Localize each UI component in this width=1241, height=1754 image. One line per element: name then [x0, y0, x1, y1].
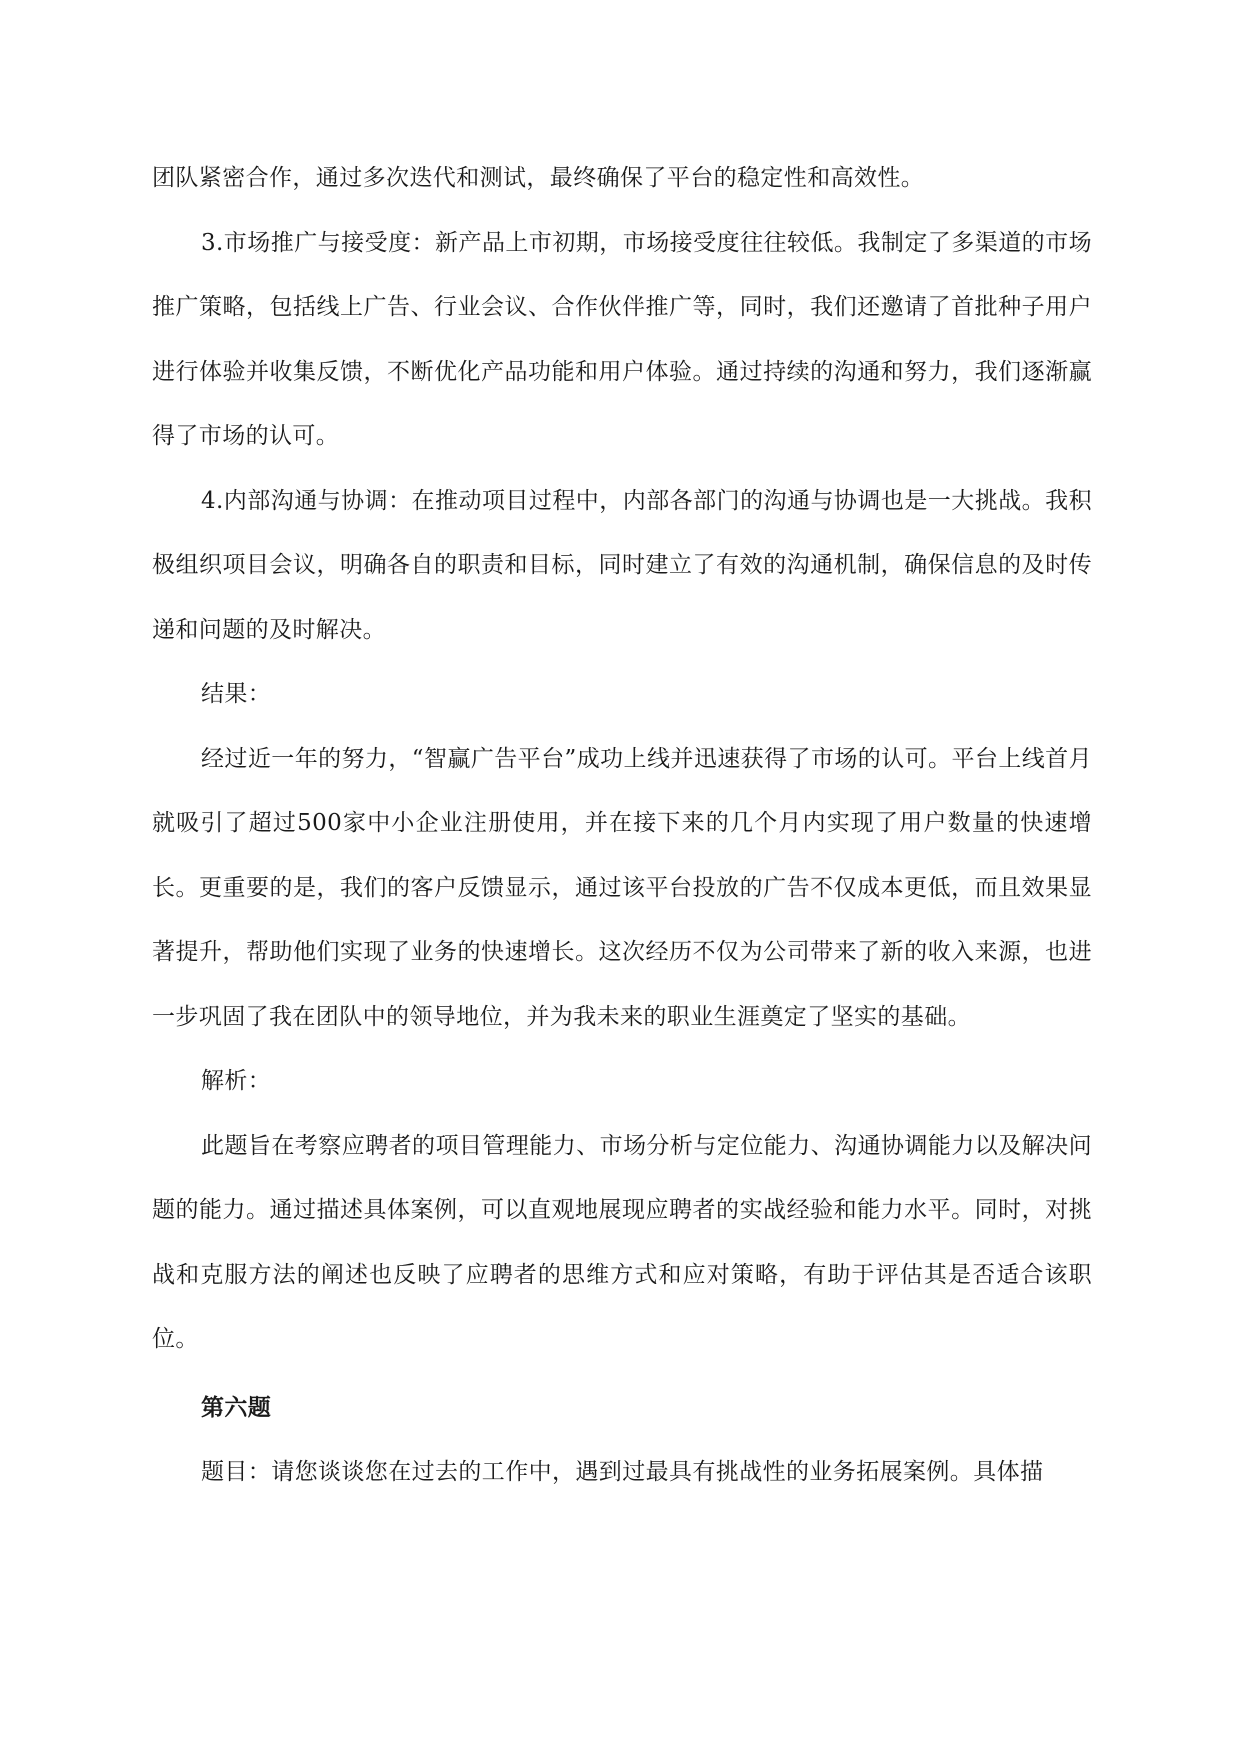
paragraph-market-promotion: 3.市场推广与接受度：新产品上市初期，市场接受度往往较低。我制定了多渠道的市场推广策略，包括线上广告、行业会议、合作伙伴推广等，同时，我们还邀请了首批种子用户进行体验并收集反馈，不断优化产品功能和用户体验。通过持续的沟通和努力，我们逐渐赢得了市场的认可。: [152, 229, 1092, 449]
question-heading: 第六题: [201, 1393, 272, 1421]
paragraph-analysis: 此题旨在考察应聘者的项目管理能力、市场分析与定位能力、沟通协调能力以及解决问题的能力。通过描述具体案例，可以直观地展现应聘者的实战经验和能力水平。同时，对挑战和克服方法的阐述也反映了应聘者的思维方式和应对策略，有助于评估其是否适合该职位。: [152, 1132, 1092, 1352]
paragraph-result: 经过近一年的努力，“智赢广告平台”成功上线并迅速获得了市场的认可。平台上线首月就吸引了超过500家中小企业注册使用，并在接下来的几个月内实现了用户数量的快速增长。更重要的是，我们的客户反馈显示，通过该平台投放的广告不仅成本更低，而且效果显著提升，帮助他们实现了业务的快速增长。这次经历不仅为公司带来了新的收入来源，也进一步巩固了我在团队中的领导地位，并为我未来的职业生涯奠定了坚实的基础。: [152, 745, 1092, 1030]
paragraph-question: 题目：请您谈谈您在过去的工作中，遇到过最具有挑战性的业务拓展案例。具体描: [201, 1459, 1044, 1485]
document-body: [152, 146, 1092, 1505]
label-result: 结果：: [201, 681, 272, 707]
paragraph-continuation: 团队紧密合作，通过多次迭代和测试，最终确保了平台的稳定性和高效性。: [152, 165, 925, 191]
label-analysis: 解析：: [201, 1068, 272, 1094]
paragraph-internal-communication: 4.内部沟通与协调：在推动项目过程中，内部各部门的沟通与协调也是一大挑战。我积极组织项目会议，明确各自的职责和目标，同时建立了有效的沟通机制，确保信息的及时传递和问题的及时解决。: [152, 487, 1092, 643]
